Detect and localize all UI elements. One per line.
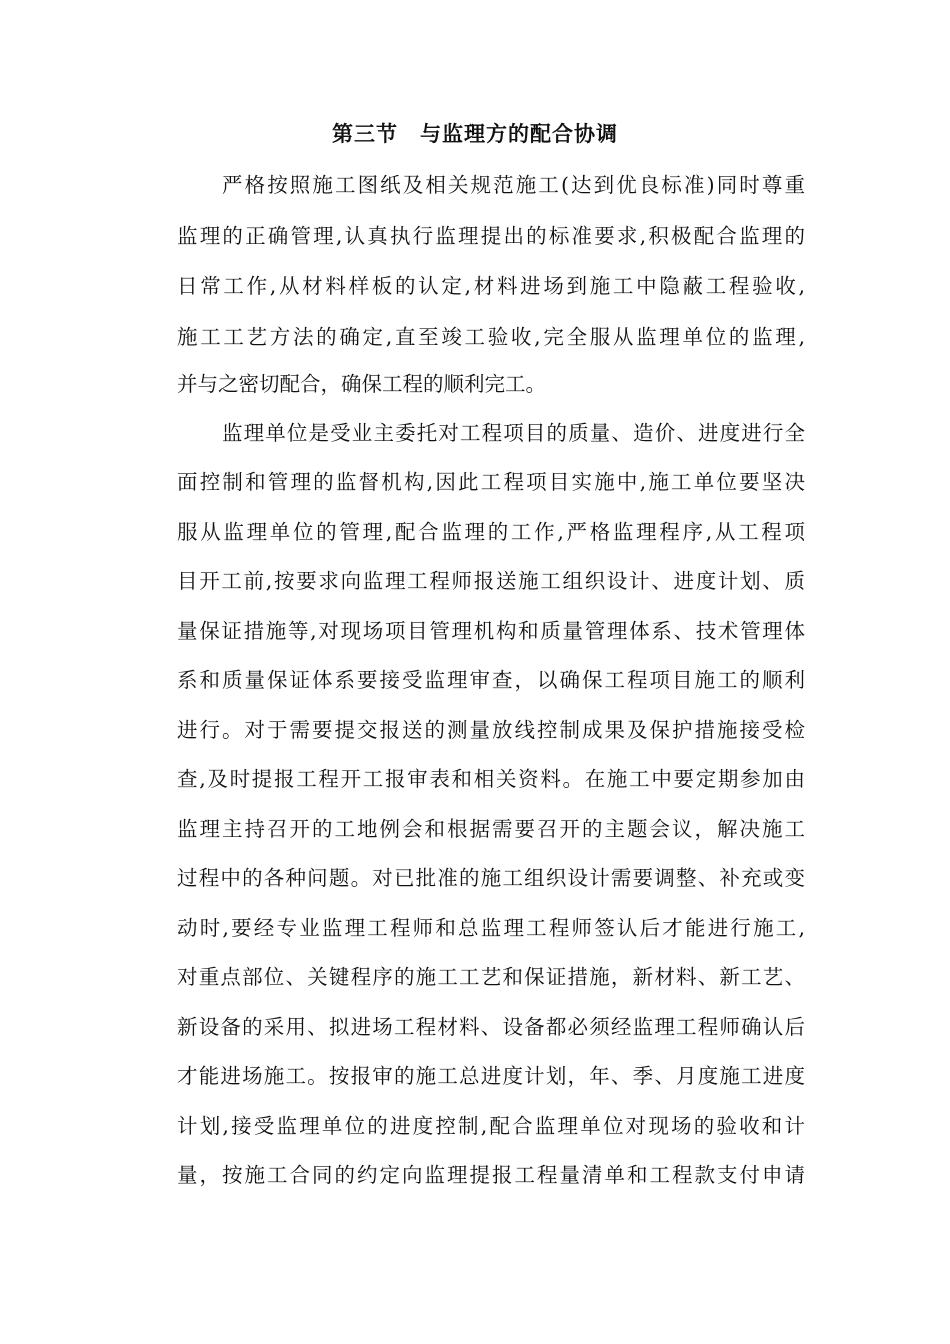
paragraph-2-line-16: 量，按施工合同的约定向监理提报工程量清单和工程款支付申请 (177, 1163, 805, 1187)
paragraph-2-line-7: 进行。对于需要提交报送的测量放线控制成果及保护措施接受检 (177, 718, 805, 742)
paragraph-2-line-9: 监理主持召开的工地例会和根据需要召开的主题会议，解决施工 (177, 817, 805, 841)
paragraph-1-line-4: 施工工艺方法的确定,直至竣工验收,完全服从监理单位的监理, (177, 325, 805, 349)
paragraph-1-line-3: 日常工作,从材料样板的认定,材料进场到施工中隐蔽工程验收, (177, 274, 805, 298)
paragraph-2-line-3: 服从监理单位的管理,配合监理的工作,严格监理程序,从工程项 (177, 520, 805, 544)
paragraph-1-line-5: 并与之密切配合，确保工程的顺利完工。 (177, 372, 546, 396)
paragraph-2-line-4: 目开工前,按要求向监理工程师报送施工组织设计、进度计划、质 (177, 569, 805, 593)
paragraph-2-line-13: 新设备的采用、拟进场工程材料、设备都必须经监理工程师确认后 (177, 1015, 805, 1039)
paragraph-2-line-15: 计划,接受监理单位的进度控制,配合监理单位对现场的验收和计 (177, 1114, 805, 1138)
paragraph-2-line-10: 过程中的各种问题。对已批准的施工组织设计需要调整、补充或变 (177, 866, 805, 890)
paragraph-2-line-1: 监理单位是受业主委托对工程项目的质量、造价、进度进行全 (222, 421, 805, 445)
paragraph-2-line-14: 才能进场施工。按报审的施工总进度计划，年、季、月度施工进度 (177, 1064, 805, 1088)
paragraph-1-line-2: 监理的正确管理,认真执行监理提出的标准要求,积极配合监理的 (177, 224, 805, 248)
paragraph-2-line-5: 量保证措施等,对现场项目管理机构和质量管理体系、技术管理体 (177, 619, 805, 643)
paragraph-2-line-12: 对重点部位、关键程序的施工工艺和保证措施，新材料、新工艺、 (177, 965, 805, 989)
paragraph-2-line-11: 动时,要经专业监理工程师和总监理工程师签认后才能进行施工, (177, 916, 805, 940)
paragraph-2-line-6: 系和质量保证体系要接受监理审查，以确保工程项目施工的顺利 (177, 668, 805, 692)
paragraph-2-line-8: 查,及时提报工程开工报审表和相关资料。在施工中要定期参加由 (177, 767, 805, 791)
paragraph-2-line-2: 面控制和管理的监督机构,因此工程项目实施中,施工单位要坚决 (177, 470, 805, 494)
paragraph-1-line-1: 严格按照施工图纸及相关规范施工(达到优良标准)同时尊重 (222, 173, 805, 197)
section-title: 第三节 与监理方的配合协调 (332, 121, 618, 146)
